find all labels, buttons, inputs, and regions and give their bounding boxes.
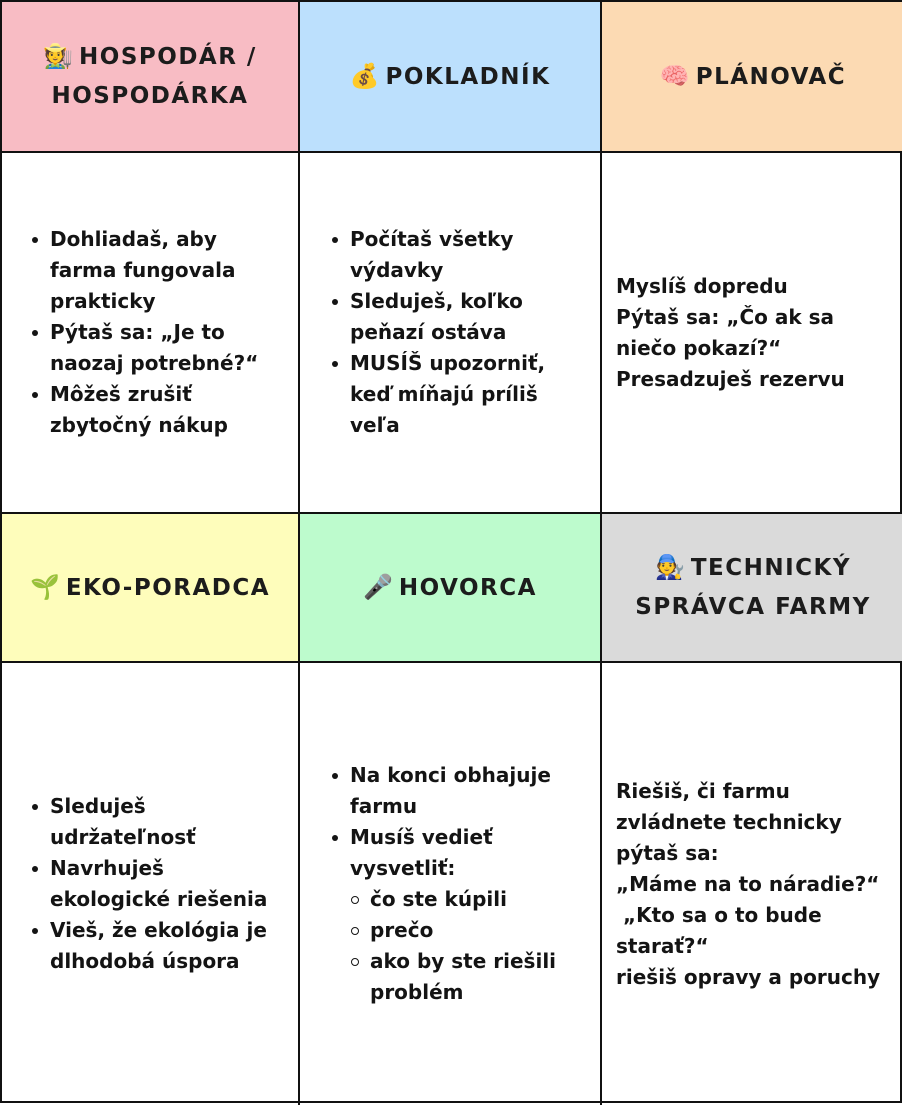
brain-icon: 🧠 — [659, 61, 690, 90]
list-item: Počítaš všetky výdavky — [332, 224, 590, 286]
hovorca-list — [332, 760, 590, 1008]
header-technicky-title: 🧑‍🔧 TECHNICKÝ SPRÁVCA FARMY — [635, 553, 871, 620]
money-bag-icon: 💰 — [349, 61, 380, 90]
list-item: Musíš vedieť vysvetliť: — [332, 822, 590, 884]
header-planovac-title: 🧠 PLÁNOVAČ — [659, 61, 847, 90]
list-item: Sleduješ udržateľnosť — [32, 791, 284, 853]
list-item: Môžeš zrušiť zbytočný nákup — [32, 379, 284, 441]
hospodar-list — [32, 224, 284, 441]
header-hospodar-title: 🧑‍🌾 HOSPODÁR / HOSPODÁRKA — [43, 42, 257, 109]
text-line: Pýtaš sa: „Čo ak sa niečo pokazí?“ — [616, 304, 835, 360]
text-line: „Kto sa o to bude starať?“ — [616, 902, 829, 958]
header-planovac — [602, 2, 902, 153]
header-ekoporadca-title: 🌱 EKO-PORADCA — [29, 572, 271, 601]
text-line: Presadzuješ rezervu — [616, 366, 845, 391]
text-line: riešiš opravy a poruchy — [616, 964, 881, 989]
header-hovorca — [300, 514, 602, 663]
list-item: Vieš, že ekológia je dlhodobá úspora — [32, 915, 284, 977]
body-technicky — [602, 663, 902, 1105]
seedling-icon: 🌱 — [29, 572, 60, 601]
header-pokladnik-title: 💰 POKLADNÍK — [349, 61, 551, 90]
microphone-icon: 🎤 — [363, 572, 393, 601]
text-line: „Máme na to náradie?“ — [616, 871, 880, 896]
list-item: Sleduješ, koľko peňazí ostáva — [332, 286, 590, 348]
header-pokladnik — [300, 2, 602, 153]
farmer-icon: 🧑‍🌾 — [43, 42, 74, 70]
sub-list-item: čo ste kúpili — [332, 884, 590, 915]
text-line: Riešiš, či farmu zvládnete technicky — [616, 778, 842, 834]
ekoporadca-list — [32, 791, 284, 977]
body-ekoporadca — [2, 663, 300, 1105]
header-technicky — [602, 514, 902, 663]
list-item: Navrhuješ ekologické riešenia — [32, 853, 284, 915]
list-item: MUSÍŠ upozorniť, keď míňajú príliš veľa — [332, 348, 590, 441]
sub-list-item: prečo — [332, 915, 590, 946]
sub-list-item: ako by ste riešili problém — [332, 946, 590, 1008]
body-hovorca — [300, 663, 602, 1105]
planovac-text — [616, 271, 890, 395]
body-planovac — [602, 153, 902, 514]
pokladnik-list — [332, 224, 590, 441]
header-hovorca-title: 🎤 HOVORCA — [363, 572, 537, 601]
body-hospodar — [2, 153, 300, 514]
text-line: pýtaš sa: — [616, 840, 719, 865]
list-item: Pýtaš sa: „Je to naozaj potrebné?“ — [32, 317, 284, 379]
mechanic-icon: 🧑‍🔧 — [654, 553, 685, 581]
list-item: Na konci obhajuje farmu — [332, 760, 590, 822]
body-pokladnik — [300, 153, 602, 514]
technicky-text — [616, 776, 890, 993]
text-line: Myslíš dopredu — [616, 273, 788, 298]
header-hospodar — [2, 2, 300, 153]
list-item: Dohliadaš, aby farma fungovala prakticky — [32, 224, 284, 317]
header-ekoporadca — [2, 514, 300, 663]
